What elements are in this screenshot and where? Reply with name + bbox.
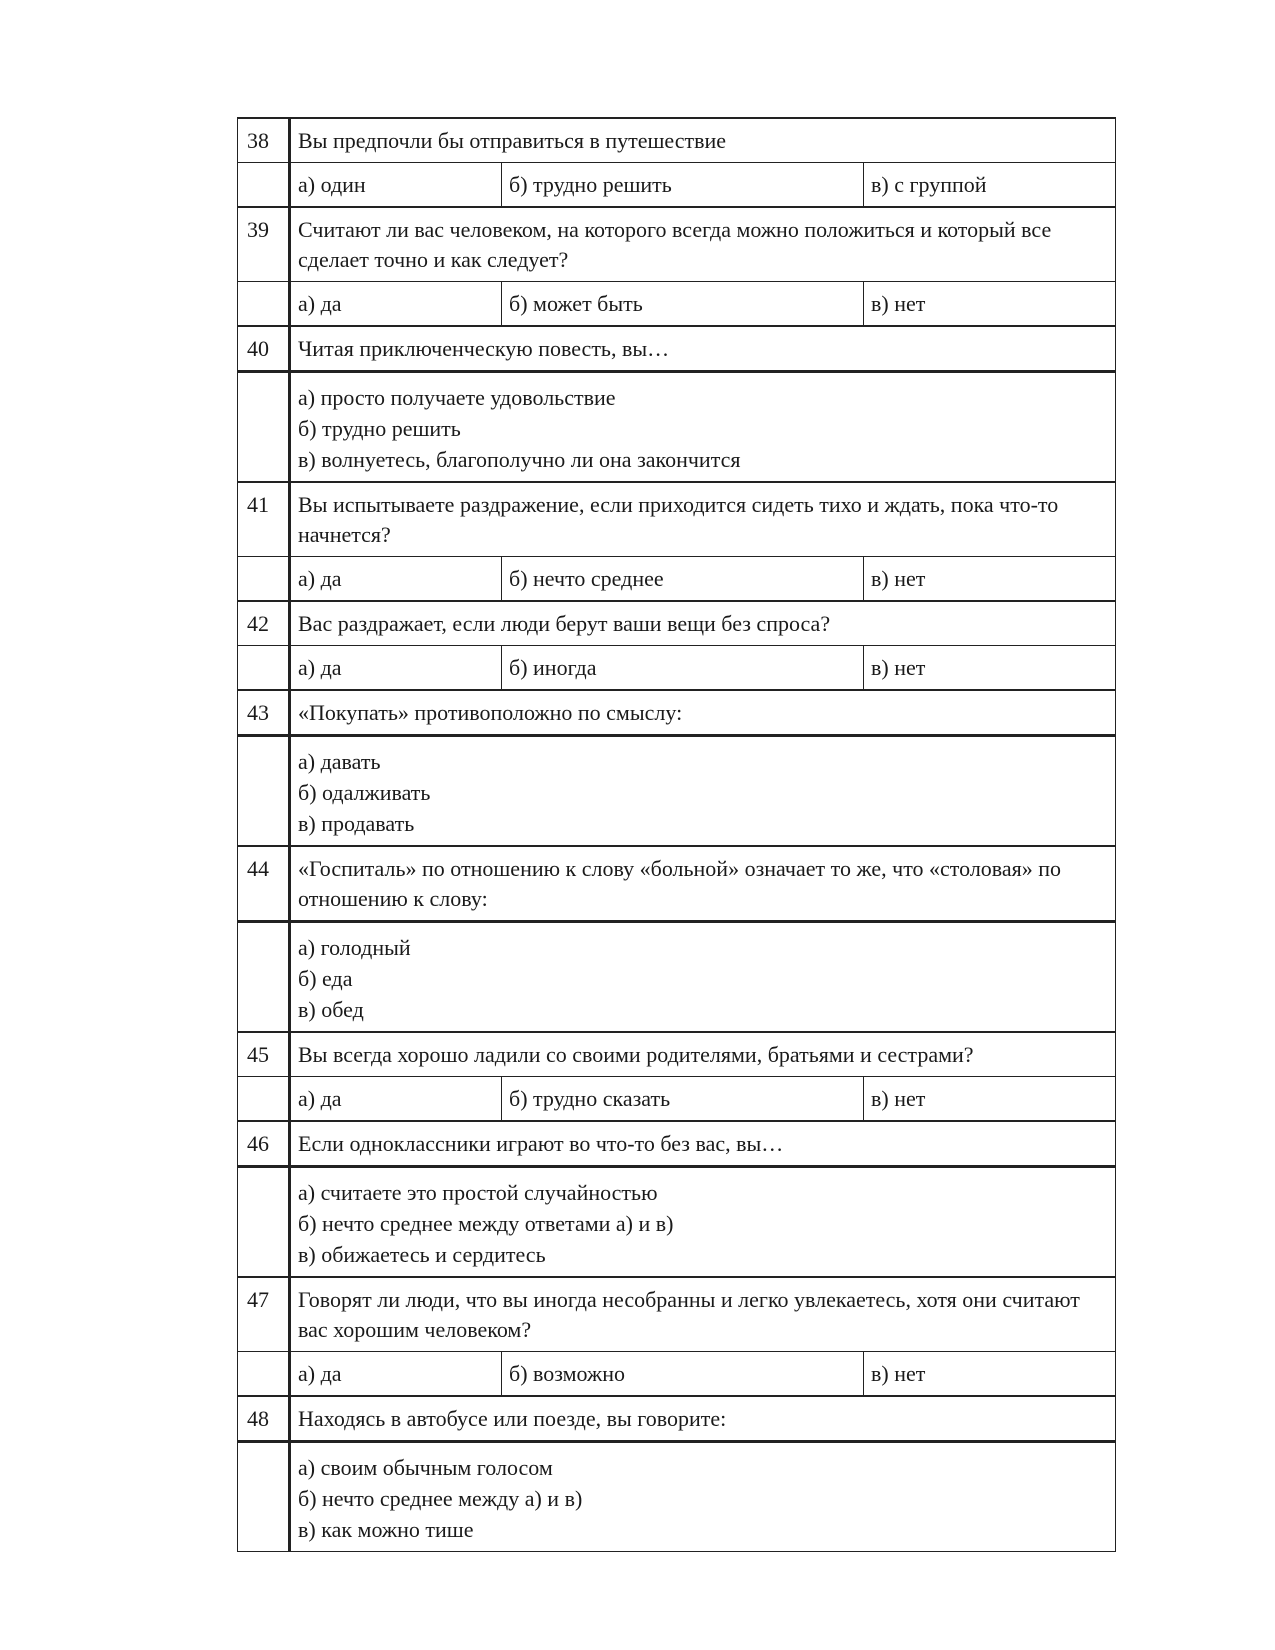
answer-option: в) нет: [864, 282, 1116, 327]
answer-row: [238, 1442, 1116, 1552]
answer-row: [238, 282, 1116, 327]
answer-option: б) трудно решить: [502, 163, 864, 208]
answer-row: [238, 1167, 1116, 1278]
question-number: 38: [238, 118, 290, 163]
answer-number-cell: [238, 1442, 290, 1552]
answer-option: в) обед: [298, 997, 364, 1022]
question-row: [238, 601, 1116, 646]
answer-option: в) волнуетесь, благополучно ли она закончится: [298, 447, 741, 472]
answer-option: в) нет: [864, 1352, 1116, 1397]
question-text: «Госпиталь» по отношению к слову «больной» означает то же, что «столовая» по отношению к слову:: [290, 846, 1116, 922]
question-row: [238, 690, 1116, 736]
answer-number-cell: [238, 1077, 290, 1122]
question-text: Читая приключенческую повесть, вы…: [290, 326, 1116, 372]
question-text: «Покупать» противоположно по смыслу:: [290, 690, 1116, 736]
answer-option: в) как можно тише: [298, 1517, 474, 1542]
answer-row: [238, 1077, 1116, 1122]
answer-row: [238, 163, 1116, 208]
answer-option: б) трудно сказать: [502, 1077, 864, 1122]
answer-option-list: [290, 736, 1116, 847]
answer-option: а) да: [290, 646, 502, 691]
answer-option: б) иногда: [502, 646, 864, 691]
answer-option: б) нечто среднее между ответами а) и в): [298, 1211, 674, 1236]
question-text: Вас раздражает, если люди берут ваши вещи без спроса?: [290, 601, 1116, 646]
question-row: [238, 482, 1116, 557]
question-text: Вы предпочли бы отправиться в путешествие: [290, 118, 1116, 163]
answer-option: б) может быть: [502, 282, 864, 327]
answer-option-list: [290, 922, 1116, 1033]
question-number: 40: [238, 326, 290, 372]
answer-number-cell: [238, 557, 290, 602]
answer-number-cell: [238, 646, 290, 691]
answer-number-cell: [238, 372, 290, 483]
question-row: [238, 207, 1116, 282]
answer-number-cell: [238, 736, 290, 847]
question-number: 39: [238, 207, 290, 282]
question-row: [238, 326, 1116, 372]
question-text: Вы испытываете раздражение, если приходится сидеть тихо и ждать, пока что-то начнется?: [290, 482, 1116, 557]
question-row: [238, 846, 1116, 922]
question-number: 44: [238, 846, 290, 922]
answer-option: в) нет: [864, 1077, 1116, 1122]
answer-number-cell: [238, 282, 290, 327]
question-number: 43: [238, 690, 290, 736]
answer-option: а) считаете это простой случайностью: [298, 1180, 658, 1205]
question-row: [238, 118, 1116, 163]
question-row: [238, 1121, 1116, 1167]
questionnaire-sheet: [237, 117, 1115, 1552]
question-text: Говорят ли люди, что вы иногда несобранны и легко увлекаетесь, хотя они считают вас хорошим человеком?: [290, 1277, 1116, 1352]
answer-option: а) голодный: [298, 935, 411, 960]
answer-option: а) да: [290, 282, 502, 327]
question-row: [238, 1396, 1116, 1442]
answer-option: б) нечто среднее между а) и в): [298, 1486, 583, 1511]
answer-option-list: [290, 372, 1116, 483]
question-number: 46: [238, 1121, 290, 1167]
question-number: 47: [238, 1277, 290, 1352]
answer-number-cell: [238, 922, 290, 1033]
answer-number-cell: [238, 163, 290, 208]
answer-row: [238, 646, 1116, 691]
question-text: Считают ли вас человеком, на которого всегда можно положиться и который все сделает точно и как следует?: [290, 207, 1116, 282]
question-number: 45: [238, 1032, 290, 1077]
answer-option: а) своим обычным голосом: [298, 1455, 553, 1480]
answer-option: а) просто получаете удовольствие: [298, 385, 616, 410]
answer-option: б) нечто среднее: [502, 557, 864, 602]
answer-option: а) да: [290, 1352, 502, 1397]
answer-option: в) продавать: [298, 811, 415, 836]
question-text: Если одноклассники играют во что-то без вас, вы…: [290, 1121, 1116, 1167]
answer-row: [238, 1352, 1116, 1397]
answer-option: а) да: [290, 557, 502, 602]
question-number: 41: [238, 482, 290, 557]
question-text: Находясь в автобусе или поезде, вы говорите:: [290, 1396, 1116, 1442]
answer-option: б) возможно: [502, 1352, 864, 1397]
answer-row: [238, 557, 1116, 602]
answer-option: б) трудно решить: [298, 416, 461, 441]
answer-option: в) обижаетесь и сердитесь: [298, 1242, 546, 1267]
answer-number-cell: [238, 1167, 290, 1278]
question-row: [238, 1032, 1116, 1077]
answer-option: в) нет: [864, 646, 1116, 691]
question-number: 48: [238, 1396, 290, 1442]
answer-option: а) один: [290, 163, 502, 208]
answer-row: [238, 736, 1116, 847]
answer-row: [238, 922, 1116, 1033]
answer-option: в) нет: [864, 557, 1116, 602]
answer-option: б) еда: [298, 966, 353, 991]
answer-option: в) с группой: [864, 163, 1116, 208]
questionnaire-table: [237, 117, 1116, 1552]
question-row: [238, 1277, 1116, 1352]
question-text: Вы всегда хорошо ладили со своими родителями, братьями и сестрами?: [290, 1032, 1116, 1077]
answer-row: [238, 372, 1116, 483]
answer-number-cell: [238, 1352, 290, 1397]
question-number: 42: [238, 601, 290, 646]
answer-option-list: [290, 1167, 1116, 1278]
answer-option-list: [290, 1442, 1116, 1552]
answer-option: а) да: [290, 1077, 502, 1122]
answer-option: б) одалживать: [298, 780, 431, 805]
answer-option: а) давать: [298, 749, 381, 774]
